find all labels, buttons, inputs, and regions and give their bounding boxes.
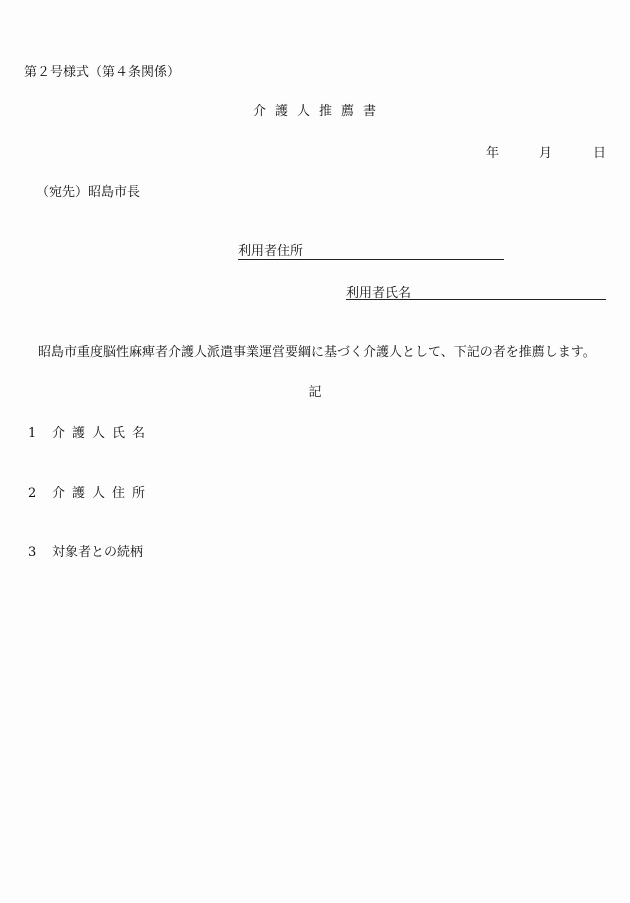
user-address-underline — [238, 259, 504, 260]
date-month-label: 月 — [539, 146, 553, 161]
item-number: 3 — [28, 545, 37, 560]
form-number: 第２号様式（第４条関係） — [24, 65, 181, 80]
item-label-caregiver-address: 介護人住所 — [52, 486, 153, 501]
user-name-label: 利用者氏名 — [346, 286, 412, 301]
item-number: 1 — [28, 426, 37, 441]
item-label-caregiver-name: 介護人氏名 — [52, 426, 153, 441]
item-label-relationship: 対象者との続柄 — [52, 545, 144, 560]
recommendation-body-text: 昭島市重度脳性麻痺者介護人派遣事業運営要綱に基づく介護人として、下記の者を推薦します。 — [38, 345, 596, 360]
user-name-underline — [346, 299, 606, 300]
date-row — [486, 146, 606, 162]
document-title: 介護人推薦書 — [252, 104, 385, 119]
user-address-label: 利用者住所 — [238, 244, 304, 259]
record-heading: 記 — [308, 385, 322, 400]
addressee: （宛先）昭島市長 — [36, 185, 141, 200]
date-year-label: 年 — [486, 146, 500, 161]
date-day-label: 日 — [592, 146, 606, 161]
item-number: 2 — [28, 486, 37, 501]
